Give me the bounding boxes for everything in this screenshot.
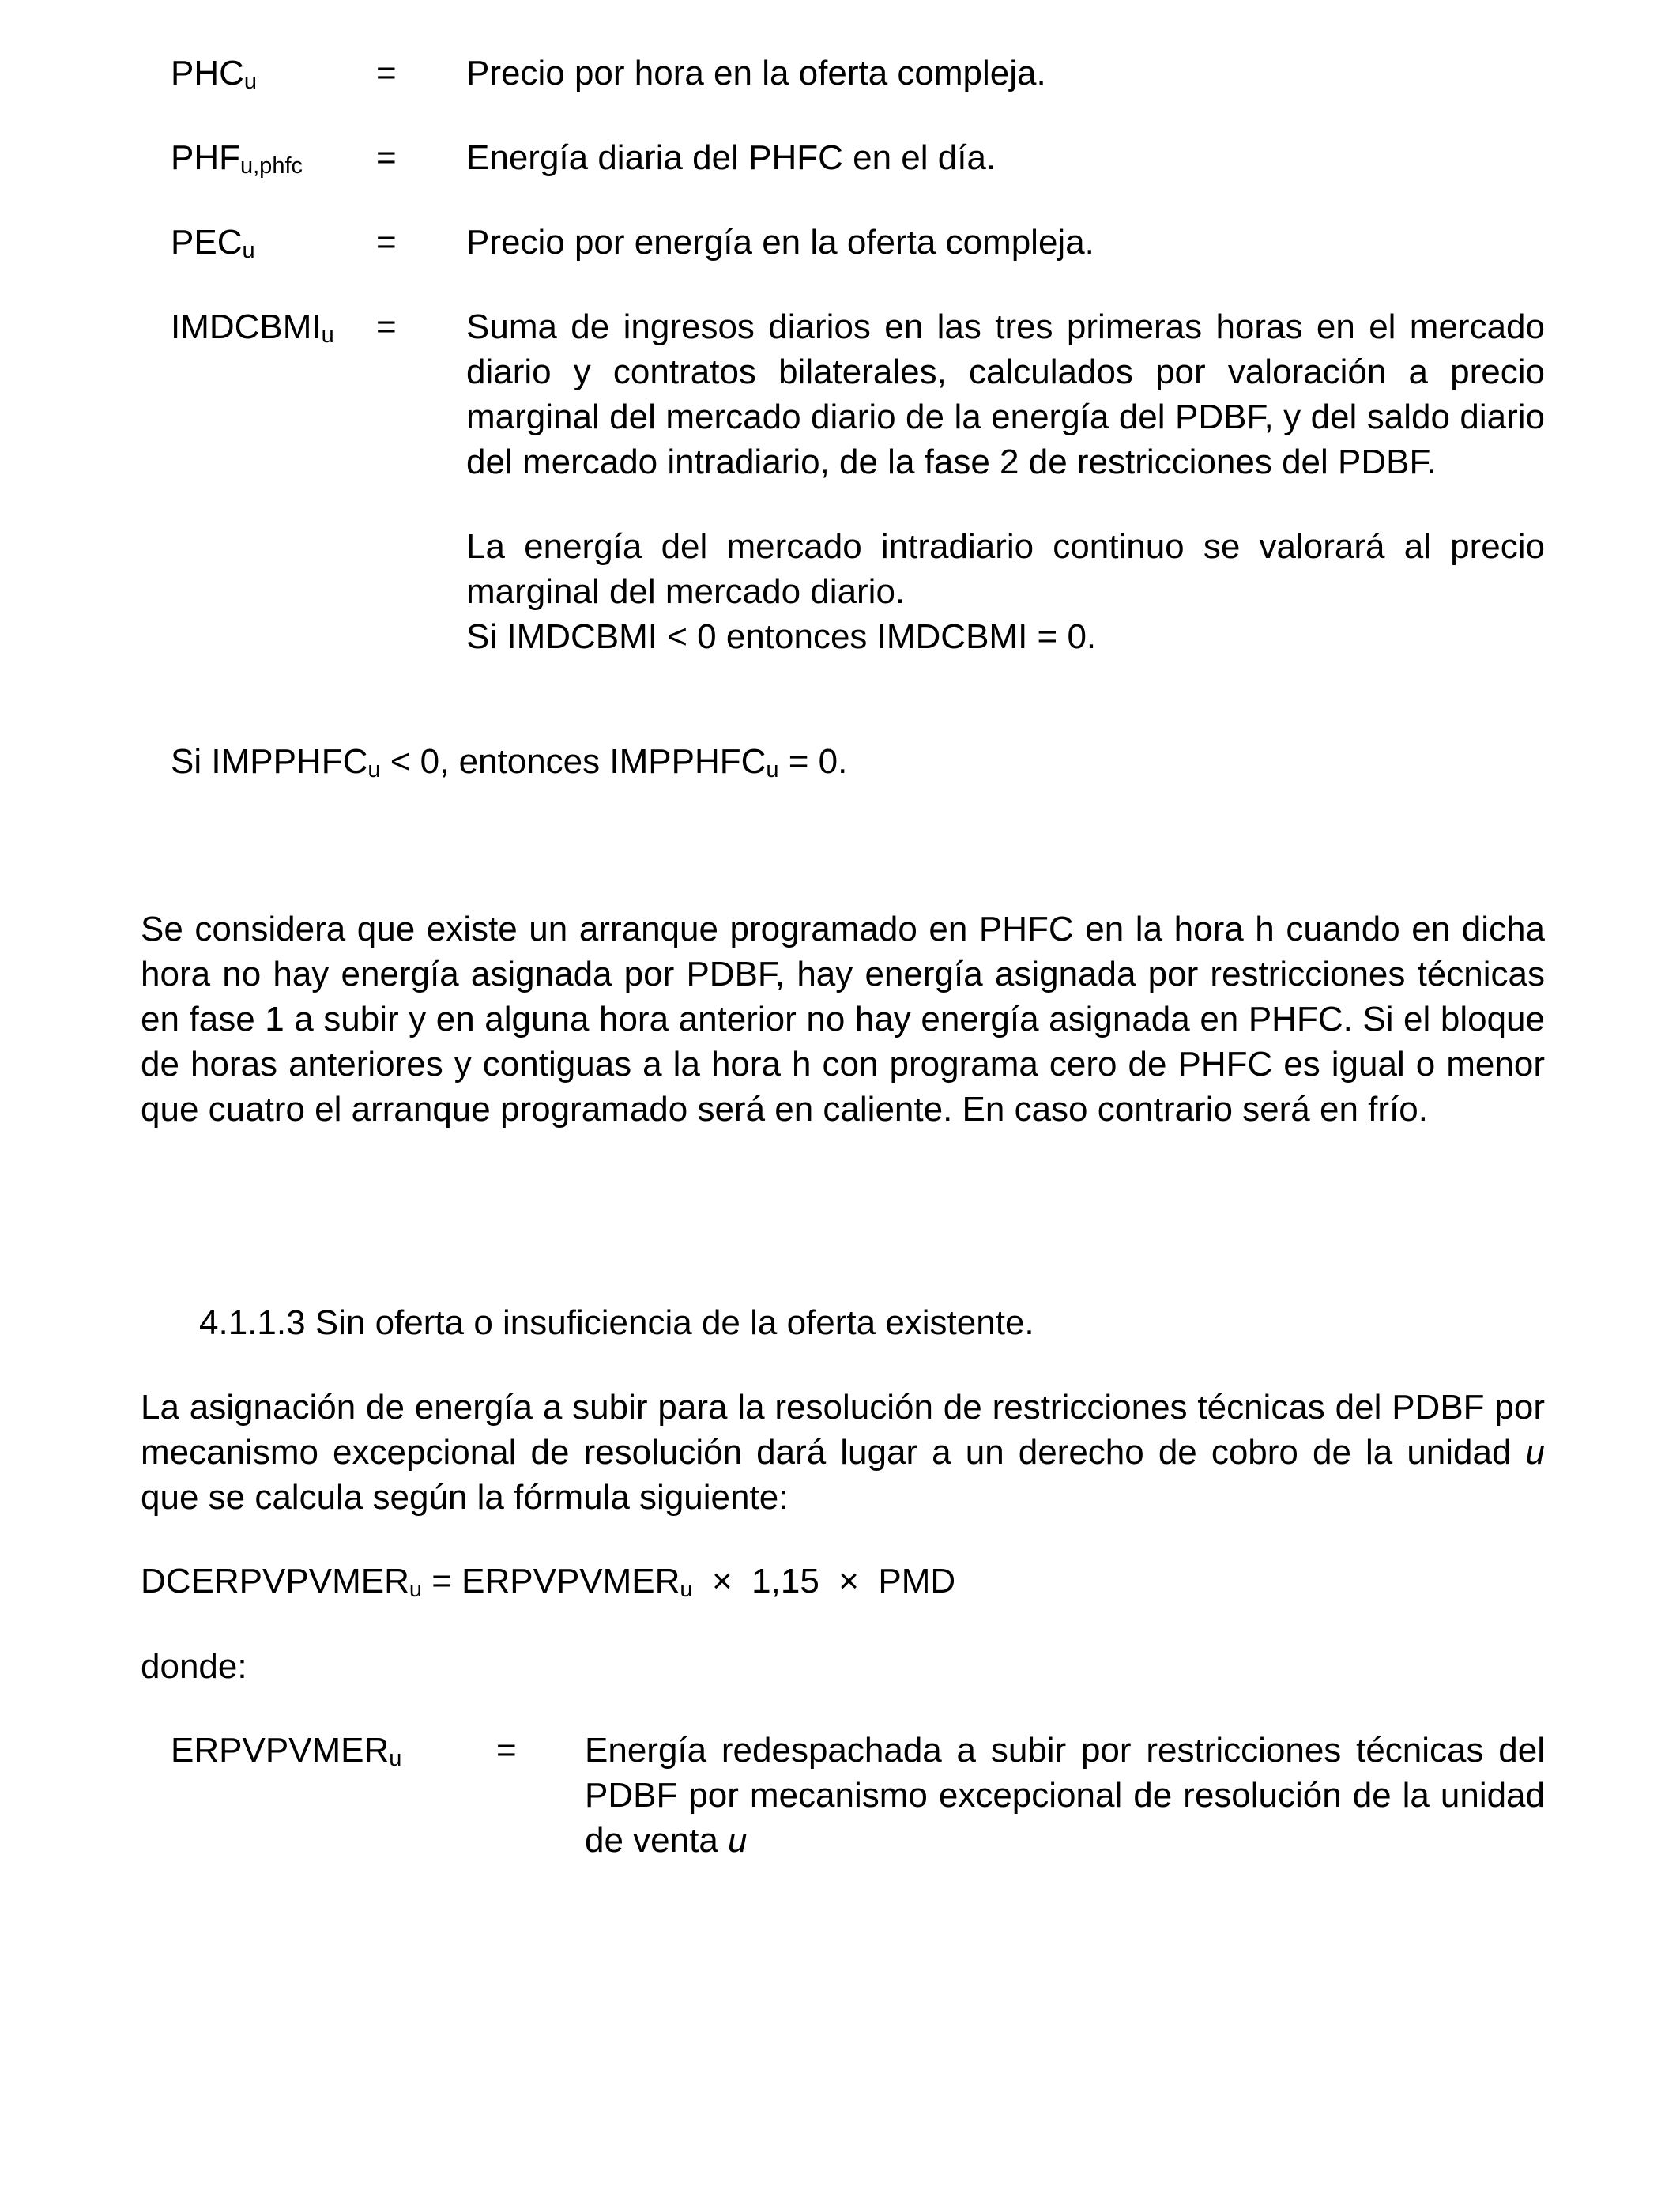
definition-term: $PHF_{u,phfc}$ xyxy=(171,138,303,179)
definition-description: Precio por energía en la oferta compleja. xyxy=(466,223,1094,262)
formula: $DCERPVPVMER_u$ = $ERPVPVMER_u \times 1,15$ × PMD xyxy=(141,1562,956,1602)
equals-sign: = xyxy=(496,1731,517,1770)
definition-term: $IMDCBMI_u$ xyxy=(171,307,334,348)
definition-description: Precio por hora en la oferta compleja. xyxy=(466,54,1046,92)
condition-line: Si $IMPPHFC_u < 0$, entonces $IMPPHFC_u = 0$. xyxy=(171,742,848,782)
paragraph-asignacion: La asignación de energía a subir para la resolución de restricciones técnicas del PDBF por mecanismo excepcional de resolución dará lugar a un derecho de cobro de la unidad u que se calcula según la fórmula siguiente: xyxy=(141,1388,1545,1517)
definition-term: $PHC_u$ xyxy=(171,54,258,94)
equals-sign: = xyxy=(376,307,397,346)
section-heading: 4.1.1.3 Sin oferta o insuficiencia de la oferta existente. xyxy=(199,1303,1034,1342)
equals-sign: = xyxy=(376,54,397,92)
definition-note: La energía del mercado intradiario continuo se valorará al precio marginal del mercado diario. xyxy=(466,527,1545,611)
definition-description: Suma de ingresos diarios en las tres primeras horas en el mercado diario y contratos bilaterales, calculados por valoración a precio marginal del mercado diario de la energía del PDBF, y del saldo diario del mercado intradiario, de la fase 2 de restricciones del PDBF. La energía del mercado intradiario continuo se valorará al precio marginal del mercado diario. Si IMDCBMI < 0 entonces IMDCBMI = 0. xyxy=(466,304,1545,659)
paragraph-arranque: Se considera que existe un arranque programado en PHFC en la hora h cuando en dicha hora no hay energía asignada por PDBF, hay energía asignada por restricciones técnicas en fase 1 a subir y en alguna hora anterior no hay energía asignada en PHFC. Si el bloque de horas anteriores y contiguas a la hora h con programa cero de PHFC es igual o menor que cuatro el arranque programado será en caliente. En caso contrario será en frío. xyxy=(141,910,1545,1129)
definition-note: Si IMDCBMI < 0 entonces IMDCBMI = 0. xyxy=(466,617,1097,656)
donde-label: donde: xyxy=(141,1647,247,1686)
equals-sign: = xyxy=(376,223,397,262)
definition-description: Energía redespachada a subir por restricciones técnicas del PDBF por mecanismo excepcional de resolución de la unidad de venta u xyxy=(585,1731,1545,1860)
definition-term: $PEC_u$ xyxy=(171,223,255,263)
equals-sign: = xyxy=(376,138,397,177)
definition-term: $ERPVPVMER_u$ xyxy=(171,1731,402,1771)
definition-description: Energía diaria del PHFC en el día. xyxy=(466,138,996,177)
